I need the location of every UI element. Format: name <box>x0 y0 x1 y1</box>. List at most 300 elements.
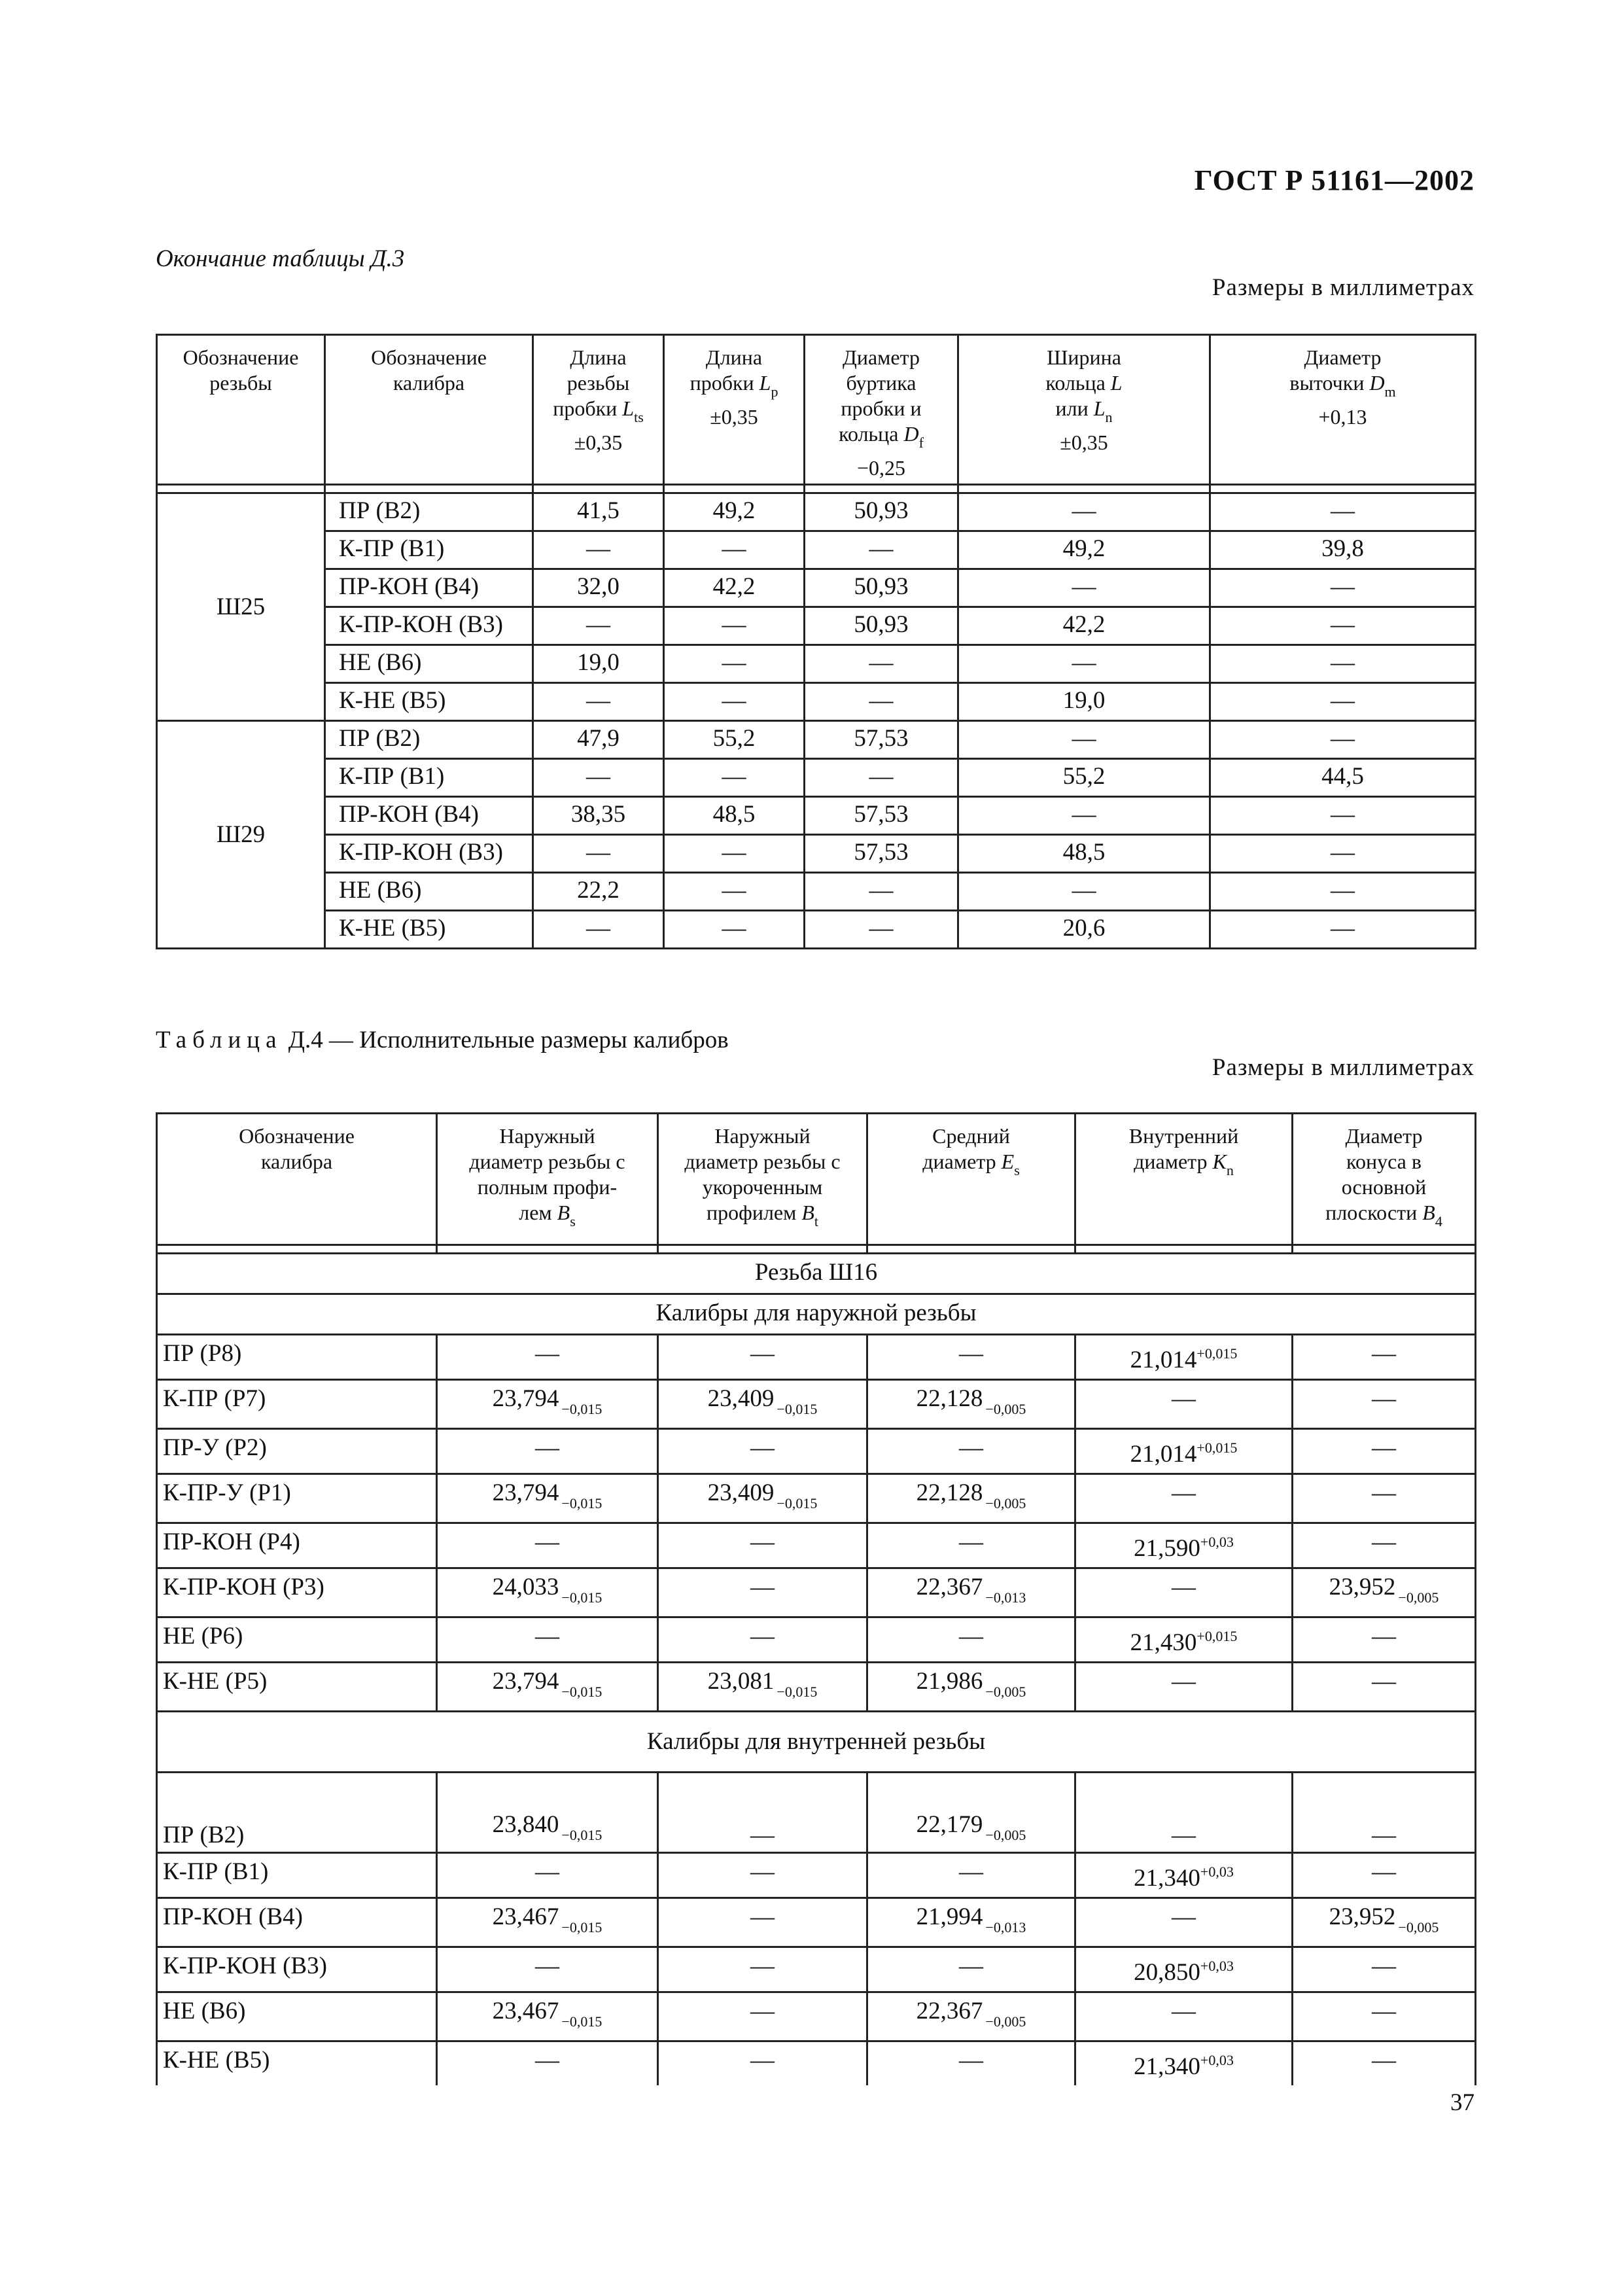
nominal-value: — <box>1372 1385 1396 1412</box>
column-header: Ширина кольца L или $L_n$ ±0,35 <box>958 335 1210 485</box>
value-cell: — <box>1210 873 1476 911</box>
section-title: Калибры для внутренней резьбы <box>157 1712 1476 1773</box>
value-cell: — <box>805 645 958 683</box>
value-cell <box>437 1773 658 1853</box>
table-row <box>157 721 1476 759</box>
value-cell <box>437 1853 658 1898</box>
tolerance: −0,005 <box>1398 1919 1439 1935</box>
value-cell <box>658 1380 867 1429</box>
nominal-value: 24,033 <box>492 1574 559 1600</box>
value-cell: 41,5 <box>533 493 664 531</box>
separator-cell <box>664 485 805 493</box>
value-cell: — <box>805 683 958 721</box>
value-cell <box>658 1773 867 1853</box>
value-cell <box>1293 2041 1476 2086</box>
table-row <box>157 569 1476 607</box>
nominal-value: 21,430 <box>1130 1629 1197 1656</box>
value-cell <box>1293 1773 1476 1853</box>
tolerance: −0,005 <box>985 1684 1026 1700</box>
gauge-designation-cell: К-ПР (В1) <box>157 1853 437 1898</box>
value-cell <box>437 1429 658 1474</box>
value-cell: — <box>1210 607 1476 645</box>
nominal-value: 20,850 <box>1134 1959 1200 1986</box>
tolerance: +0,03 <box>1200 1534 1234 1550</box>
column-header: Внутренний диаметр $K_n$ <box>1075 1114 1293 1245</box>
gauge-designation-cell: ПР-У (Р2) <box>157 1429 437 1474</box>
value-cell: 50,93 <box>805 493 958 531</box>
value-cell <box>437 1335 658 1380</box>
value-cell <box>658 1947 867 1992</box>
column-header: Обозначение калибра <box>325 335 533 485</box>
table-row <box>157 1335 1476 1380</box>
value-cell: 57,53 <box>805 797 958 835</box>
value-cell: — <box>958 873 1210 911</box>
separator-cell <box>437 1245 658 1254</box>
nominal-value: — <box>1372 1623 1396 1650</box>
value-cell <box>658 2041 867 2086</box>
nominal-value: — <box>1172 1998 1196 2024</box>
table-row <box>157 1898 1476 1947</box>
value-cell <box>437 1898 658 1947</box>
value-cell: — <box>1210 645 1476 683</box>
table-header-row <box>157 335 1476 485</box>
nominal-value: 23,840 <box>492 1811 559 1838</box>
section-title: Калибры для наружной резьбы <box>157 1294 1476 1335</box>
tolerance: −0,005 <box>985 2013 1026 2030</box>
table-row <box>157 873 1476 911</box>
nominal-value: 23,794 <box>492 1668 559 1695</box>
table-continuation-caption: Окончание таблицы Д.3 <box>156 245 405 272</box>
separator-cell <box>1293 1245 1476 1254</box>
tolerance: +0,03 <box>1200 2052 1234 2068</box>
value-cell <box>1293 1617 1476 1663</box>
tolerance: −0,015 <box>561 1919 602 1935</box>
value-cell <box>867 1992 1075 2041</box>
nominal-value: — <box>1372 2047 1396 2074</box>
nominal-value: 23,952 <box>1329 1903 1396 1930</box>
nominal-value: — <box>1172 1903 1196 1930</box>
gauge-designation-cell: ПР-КОН (В4) <box>157 1898 437 1947</box>
table-title: Таблица Д.4 — Исполнительные размеры калибров <box>156 1027 729 1053</box>
value-cell: 19,0 <box>958 683 1210 721</box>
value-cell <box>867 1523 1075 1568</box>
nominal-value: 22,179 <box>916 1811 983 1838</box>
nominal-value: — <box>1372 1668 1396 1695</box>
value-cell: — <box>1210 683 1476 721</box>
nominal-value: — <box>1372 1952 1396 1979</box>
value-cell <box>658 1898 867 1947</box>
nominal-value: 22,367 <box>916 1574 983 1600</box>
table-row <box>157 607 1476 645</box>
gauge-designation-cell: ПР-КОН (В4) <box>325 797 533 835</box>
nominal-value: 23,467 <box>492 1998 559 2024</box>
tolerance: −0,005 <box>1398 1589 1439 1606</box>
nominal-value: 21,014 <box>1130 1347 1197 1373</box>
value-cell <box>1293 1947 1476 1992</box>
table-d3-end <box>156 334 1476 949</box>
tolerance: −0,005 <box>985 1401 1026 1417</box>
tolerance: −0,005 <box>985 1495 1026 1511</box>
tolerance: −0,015 <box>777 1401 818 1417</box>
nominal-value: — <box>1172 1574 1196 1600</box>
value-cell <box>437 1474 658 1523</box>
gauge-designation-cell: ПР (В2) <box>325 721 533 759</box>
nominal-value: — <box>1372 1822 1396 1848</box>
value-cell: — <box>664 835 805 873</box>
value-cell: — <box>664 531 805 569</box>
nominal-value: 23,409 <box>707 1385 775 1412</box>
value-cell <box>1075 1523 1293 1568</box>
value-cell <box>867 2041 1075 2086</box>
nominal-value: — <box>1372 1528 1396 1555</box>
units-note: Размеры в миллиметрах <box>1212 1054 1475 1081</box>
value-cell <box>1075 1617 1293 1663</box>
value-cell: — <box>533 683 664 721</box>
nominal-value: 21,986 <box>916 1668 983 1695</box>
value-cell <box>658 1523 867 1568</box>
units-note: Размеры в миллиметрах <box>1212 274 1475 301</box>
tolerance: −0,015 <box>561 2013 602 2030</box>
value-cell <box>867 1474 1075 1523</box>
separator-cell <box>157 485 325 493</box>
column-header: Обозначение резьбы <box>157 335 325 485</box>
value-cell <box>1293 1429 1476 1474</box>
table-row <box>157 531 1476 569</box>
gauge-designation-cell: К-ПР-КОН (Р3) <box>157 1568 437 1617</box>
nominal-value: — <box>1372 1479 1396 1506</box>
table-row <box>157 1853 1476 1898</box>
value-cell <box>867 1429 1075 1474</box>
value-cell: 48,5 <box>958 835 1210 873</box>
value-cell: — <box>1210 569 1476 607</box>
value-cell <box>867 1380 1075 1429</box>
tolerance: −0,013 <box>985 1919 1026 1935</box>
gauge-designation-cell: ПР (В2) <box>157 1773 437 1853</box>
value-cell: 49,2 <box>664 493 805 531</box>
gauge-designation-cell: НЕ (Р6) <box>157 1617 437 1663</box>
tolerance: +0,015 <box>1196 1628 1238 1644</box>
value-cell <box>867 1773 1075 1853</box>
nominal-value: 23,409 <box>707 1479 775 1506</box>
table-row <box>157 1663 1476 1712</box>
value-cell <box>867 1663 1075 1712</box>
value-cell <box>1075 1898 1293 1947</box>
value-cell <box>1075 1568 1293 1617</box>
nominal-value: — <box>750 1340 775 1367</box>
value-cell <box>658 1429 867 1474</box>
value-cell <box>1075 1853 1293 1898</box>
table-row <box>157 911 1476 949</box>
nominal-value: — <box>959 1434 983 1461</box>
section-row <box>157 1294 1476 1335</box>
tolerance: −0,015 <box>777 1495 818 1511</box>
value-cell <box>437 1523 658 1568</box>
value-cell: — <box>958 797 1210 835</box>
value-cell: 22,2 <box>533 873 664 911</box>
value-cell: — <box>958 493 1210 531</box>
value-cell <box>437 1992 658 2041</box>
tolerance: −0,015 <box>561 1495 602 1511</box>
value-cell: — <box>664 607 805 645</box>
gauge-designation-cell: К-НЕ (В5) <box>157 2041 437 2086</box>
value-cell <box>658 1568 867 1617</box>
gauge-designation-cell: К-НЕ (В5) <box>325 911 533 949</box>
thread-designation-cell: Ш29 <box>157 721 325 949</box>
page-number: 37 <box>1450 2089 1475 2116</box>
nominal-value: — <box>1172 1385 1196 1412</box>
section-row <box>157 1712 1476 1773</box>
column-header: Наружный диаметр резьбы с полным профи- лем $B_s$ <box>437 1114 658 1245</box>
table-row <box>157 1568 1476 1617</box>
value-cell: 42,2 <box>664 569 805 607</box>
value-cell: 47,9 <box>533 721 664 759</box>
gauge-designation-cell: НЕ (В6) <box>157 1992 437 2041</box>
value-cell: — <box>664 911 805 949</box>
value-cell: — <box>805 873 958 911</box>
gauge-designation-cell: К-ПР-У (Р1) <box>157 1474 437 1523</box>
nominal-value: — <box>959 1528 983 1555</box>
value-cell: 50,93 <box>805 607 958 645</box>
nominal-value: — <box>750 1623 775 1650</box>
nominal-value: 23,081 <box>707 1668 775 1695</box>
value-cell <box>867 1853 1075 1898</box>
value-cell <box>658 1663 867 1712</box>
tolerance: −0,015 <box>561 1684 602 1700</box>
gauge-designation-cell: К-ПР (В1) <box>325 531 533 569</box>
value-cell: — <box>958 645 1210 683</box>
nominal-value: — <box>750 1528 775 1555</box>
nominal-value: 22,128 <box>916 1479 983 1506</box>
nominal-value: — <box>1372 1858 1396 1885</box>
tolerance: +0,03 <box>1200 1958 1234 1974</box>
nominal-value: — <box>1372 1434 1396 1461</box>
value-cell <box>437 2041 658 2086</box>
table-row <box>157 1474 1476 1523</box>
gauge-designation-cell: ПР (Р8) <box>157 1335 437 1380</box>
separator-cell <box>533 485 664 493</box>
value-cell: 55,2 <box>664 721 805 759</box>
value-cell: 55,2 <box>958 759 1210 797</box>
table-row <box>157 1523 1476 1568</box>
value-cell <box>658 1617 867 1663</box>
gauge-designation-cell: ПР-КОН (Р4) <box>157 1523 437 1568</box>
nominal-value: — <box>1172 1479 1196 1506</box>
value-cell <box>1293 1523 1476 1568</box>
separator-cell <box>867 1245 1075 1254</box>
nominal-value: — <box>750 1903 775 1930</box>
value-cell <box>658 1335 867 1380</box>
column-header: Обозначение калибра <box>157 1114 437 1245</box>
tolerance: +0,03 <box>1200 1863 1234 1880</box>
value-cell: 50,93 <box>805 569 958 607</box>
nominal-value: — <box>750 1858 775 1885</box>
gauge-designation-cell: К-ПР-КОН (В3) <box>157 1947 437 1992</box>
value-cell: — <box>805 911 958 949</box>
separator-cell <box>958 485 1210 493</box>
separator-cell <box>658 1245 867 1254</box>
nominal-value: 23,467 <box>492 1903 559 1930</box>
nominal-value: 21,340 <box>1134 1865 1200 1892</box>
gauge-designation-cell: ПР (В2) <box>325 493 533 531</box>
column-header: Диаметр выточки $D_m$ +0,13 <box>1210 335 1476 485</box>
nominal-value: 23,952 <box>1329 1574 1396 1600</box>
gauge-designation-cell: НЕ (В6) <box>325 873 533 911</box>
value-cell <box>1075 1335 1293 1380</box>
nominal-value: — <box>535 1434 559 1461</box>
value-cell <box>437 1663 658 1712</box>
value-cell: 57,53 <box>805 721 958 759</box>
value-cell: 48,5 <box>664 797 805 835</box>
table-row <box>157 1992 1476 2041</box>
value-cell <box>437 1380 658 1429</box>
value-cell: — <box>1210 721 1476 759</box>
table-d4 <box>156 1112 1476 2085</box>
value-cell <box>1075 1429 1293 1474</box>
nominal-value: 22,128 <box>916 1385 983 1412</box>
tolerance: −0,015 <box>561 1827 602 1843</box>
value-cell <box>658 1853 867 1898</box>
table-row <box>157 493 1476 531</box>
value-cell: — <box>805 531 958 569</box>
value-cell <box>867 1947 1075 1992</box>
value-cell: — <box>1210 493 1476 531</box>
header-separator <box>157 485 1476 493</box>
thread-designation-cell: Ш25 <box>157 493 325 721</box>
gauge-designation-cell: К-ПР-КОН (В3) <box>325 607 533 645</box>
value-cell <box>1293 1898 1476 1947</box>
nominal-value: — <box>959 1858 983 1885</box>
column-header: Средний диаметр $E_s$ <box>867 1114 1075 1245</box>
value-cell <box>1075 1663 1293 1712</box>
nominal-value: — <box>750 1434 775 1461</box>
column-header: Длина пробки $L_p$ ±0,35 <box>664 335 805 485</box>
table-row <box>157 683 1476 721</box>
value-cell <box>867 1617 1075 1663</box>
value-cell <box>437 1947 658 1992</box>
value-cell: 49,2 <box>958 531 1210 569</box>
table-row <box>157 1947 1476 1992</box>
value-cell: 57,53 <box>805 835 958 873</box>
value-cell <box>1075 1773 1293 1853</box>
section-row <box>157 1254 1476 1294</box>
nominal-value: 23,794 <box>492 1385 559 1412</box>
value-cell: — <box>958 569 1210 607</box>
value-cell: — <box>664 645 805 683</box>
tolerance: +0,015 <box>1196 1439 1238 1456</box>
value-cell: — <box>958 721 1210 759</box>
value-cell <box>1293 1568 1476 1617</box>
separator-cell <box>157 1245 437 1254</box>
value-cell: 38,35 <box>533 797 664 835</box>
gauge-designation-cell: ПР-КОН (В4) <box>325 569 533 607</box>
nominal-value: — <box>1372 1340 1396 1367</box>
nominal-value: 22,367 <box>916 1998 983 2024</box>
value-cell <box>1293 1474 1476 1523</box>
value-cell: — <box>805 759 958 797</box>
tolerance: −0,013 <box>985 1589 1026 1606</box>
separator-cell <box>325 485 533 493</box>
nominal-value: 21,340 <box>1134 2053 1200 2080</box>
value-cell: — <box>664 683 805 721</box>
column-header: Диаметр конуса в основной плоскости $B_4$ <box>1293 1114 1476 1245</box>
value-cell <box>437 1568 658 1617</box>
separator-cell <box>1210 485 1476 493</box>
document-code: ГОСТ Р 51161—2002 <box>1194 164 1475 196</box>
value-cell: — <box>1210 835 1476 873</box>
value-cell <box>867 1898 1075 1947</box>
value-cell <box>658 1992 867 2041</box>
value-cell <box>1293 1380 1476 1429</box>
nominal-value: — <box>750 1998 775 2024</box>
table-row <box>157 835 1476 873</box>
nominal-value: — <box>750 2047 775 2074</box>
nominal-value: — <box>750 1822 775 1848</box>
value-cell: — <box>1210 797 1476 835</box>
value-cell: 39,8 <box>1210 531 1476 569</box>
nominal-value: — <box>750 1952 775 1979</box>
value-cell <box>437 1617 658 1663</box>
value-cell <box>1293 1335 1476 1380</box>
section-title: Резьба Ш16 <box>157 1254 1476 1294</box>
tolerance: −0,015 <box>561 1401 602 1417</box>
column-header: Наружный диаметр резьбы с укороченным профилем $B_t$ <box>658 1114 867 1245</box>
nominal-value: — <box>535 1528 559 1555</box>
table-row <box>157 1380 1476 1429</box>
nominal-value: 21,014 <box>1130 1441 1197 1468</box>
tolerance: −0,015 <box>561 1589 602 1606</box>
gauge-designation-cell: К-НЕ (Р5) <box>157 1663 437 1712</box>
value-cell <box>1293 1992 1476 2041</box>
value-cell: 19,0 <box>533 645 664 683</box>
value-cell: — <box>664 873 805 911</box>
nominal-value: — <box>1172 1668 1196 1695</box>
gauge-designation-cell: К-НЕ (В5) <box>325 683 533 721</box>
nominal-value: — <box>535 2047 559 2074</box>
nominal-value: — <box>535 1858 559 1885</box>
nominal-value: — <box>535 1952 559 1979</box>
value-cell: — <box>533 911 664 949</box>
value-cell: 32,0 <box>533 569 664 607</box>
value-cell: — <box>533 759 664 797</box>
table-body <box>157 1245 1476 2086</box>
value-cell <box>1293 1853 1476 1898</box>
nominal-value: 23,794 <box>492 1479 559 1506</box>
value-cell: 20,6 <box>958 911 1210 949</box>
value-cell <box>867 1335 1075 1380</box>
table-body <box>157 485 1476 949</box>
nominal-value: — <box>959 1623 983 1650</box>
separator-cell <box>1075 1245 1293 1254</box>
table-row <box>157 759 1476 797</box>
value-cell: — <box>533 531 664 569</box>
value-cell: 44,5 <box>1210 759 1476 797</box>
table-row <box>157 2041 1476 2086</box>
column-header: Длина резьбы пробки $L_{ts}$ ±0,35 <box>533 335 664 485</box>
value-cell: — <box>533 607 664 645</box>
value-cell <box>1075 2041 1293 2086</box>
value-cell: — <box>1210 911 1476 949</box>
nominal-value: — <box>959 1952 983 1979</box>
value-cell <box>1075 1992 1293 2041</box>
table-row <box>157 1617 1476 1663</box>
tolerance: −0,015 <box>777 1684 818 1700</box>
column-header: Диаметр буртика пробки и кольца $D_f$ −0,25 <box>805 335 958 485</box>
nominal-value: 21,590 <box>1134 1535 1200 1562</box>
tolerance: −0,005 <box>985 1827 1026 1843</box>
table-row <box>157 797 1476 835</box>
nominal-value: — <box>535 1340 559 1367</box>
separator-cell <box>805 485 958 493</box>
